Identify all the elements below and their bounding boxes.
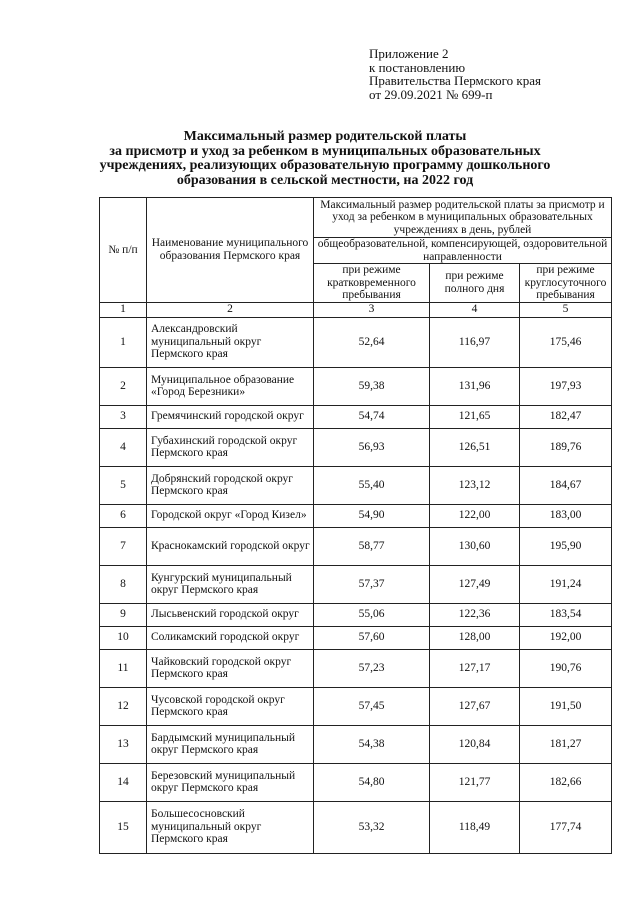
- table-row: [100, 763, 612, 801]
- fee-full-day: 126,51: [430, 428, 520, 466]
- header-group: Максимальный размер родительской платы за присмотр и уход за ребенком в муниципальных образовательных учреждениях в день, рублей: [314, 198, 612, 238]
- municipality-name: Большесосновский муниципальный округ Пермского края: [147, 801, 314, 853]
- fee-table: [99, 197, 612, 854]
- table-row: [100, 725, 612, 763]
- fee-short-stay: 54,80: [314, 763, 430, 801]
- fee-short-stay: 58,77: [314, 527, 430, 565]
- row-number: 12: [100, 687, 147, 725]
- row-number: 11: [100, 649, 147, 687]
- table-row: [100, 603, 612, 626]
- fee-short-stay: 53,32: [314, 801, 430, 853]
- table-row: [100, 466, 612, 504]
- appendix-block: [369, 47, 629, 101]
- municipality-name: Гремячинский городской округ: [147, 405, 314, 428]
- fee-round-the-clock: 191,50: [520, 687, 612, 725]
- row-number: 2: [100, 367, 147, 405]
- row-number: 14: [100, 763, 147, 801]
- row-number: 3: [100, 405, 147, 428]
- fee-round-the-clock: 184,67: [520, 466, 612, 504]
- table-row: [100, 405, 612, 428]
- fee-round-the-clock: 191,24: [520, 565, 612, 603]
- row-number: 5: [100, 466, 147, 504]
- fee-round-the-clock: 175,46: [520, 317, 612, 367]
- appendix-line: от 29.09.2021 № 699-п: [369, 86, 493, 102]
- table-row: [100, 565, 612, 603]
- municipality-name: Губахинский городской округ Пермского края: [147, 428, 314, 466]
- fee-full-day: 127,49: [430, 565, 520, 603]
- index-cell: 2: [147, 302, 314, 317]
- fee-short-stay: 54,38: [314, 725, 430, 763]
- row-number: 9: [100, 603, 147, 626]
- table-row: [100, 687, 612, 725]
- header-col4: при режиме полного дня: [430, 264, 520, 303]
- document-title: [60, 130, 590, 188]
- header-num: № п/п: [100, 198, 147, 303]
- fee-round-the-clock: 190,76: [520, 649, 612, 687]
- header-col3: при режиме кратковременного пребывания: [314, 264, 430, 303]
- fee-short-stay: 54,90: [314, 504, 430, 527]
- fee-full-day: 127,67: [430, 687, 520, 725]
- municipality-name: Чусовской городской округ Пермского края: [147, 687, 314, 725]
- fee-full-day: 122,00: [430, 504, 520, 527]
- fee-round-the-clock: 192,00: [520, 626, 612, 649]
- row-number: 15: [100, 801, 147, 853]
- row-number: 13: [100, 725, 147, 763]
- table-row: [100, 527, 612, 565]
- municipality-name: Лысьвенский городской округ: [147, 603, 314, 626]
- fee-full-day: 120,84: [430, 725, 520, 763]
- index-cell: 3: [314, 302, 430, 317]
- fee-short-stay: 59,38: [314, 367, 430, 405]
- fee-round-the-clock: 197,93: [520, 367, 612, 405]
- header-col5: при режиме круглосуточного пребывания: [520, 264, 612, 303]
- table-row: [100, 367, 612, 405]
- fee-short-stay: 55,40: [314, 466, 430, 504]
- appendix-line: Приложение 2: [369, 46, 449, 61]
- fee-short-stay: 57,23: [314, 649, 430, 687]
- municipality-name: Александровский муниципальный округ Пермского края: [147, 317, 314, 367]
- fee-round-the-clock: 195,90: [520, 527, 612, 565]
- row-number: 10: [100, 626, 147, 649]
- fee-round-the-clock: 183,00: [520, 504, 612, 527]
- row-number: 7: [100, 527, 147, 565]
- municipality-name: Добрянский городской округ Пермского края: [147, 466, 314, 504]
- fee-full-day: 122,36: [430, 603, 520, 626]
- index-cell: 4: [430, 302, 520, 317]
- municipality-name: Кунгурский муниципальный округ Пермского края: [147, 565, 314, 603]
- fee-full-day: 127,17: [430, 649, 520, 687]
- fee-round-the-clock: 183,54: [520, 603, 612, 626]
- row-number: 6: [100, 504, 147, 527]
- row-number: 1: [100, 317, 147, 367]
- appendix-line: Правительства Пермского края: [369, 73, 541, 88]
- municipality-name: Чайковский городской округ Пермского края: [147, 649, 314, 687]
- index-cell: 5: [520, 302, 612, 317]
- municipality-name: Березовский муниципальный округ Пермского края: [147, 763, 314, 801]
- municipality-name: Городской округ «Город Кизел»: [147, 504, 314, 527]
- municipality-name: Соликамский городской округ: [147, 626, 314, 649]
- table-row: [100, 649, 612, 687]
- fee-full-day: 130,60: [430, 527, 520, 565]
- municipality-name: Краснокамский городской округ: [147, 527, 314, 565]
- title-line: Максимальный размер родительской платы: [183, 129, 467, 144]
- fee-round-the-clock: 181,27: [520, 725, 612, 763]
- index-cell: 1: [100, 302, 147, 317]
- fee-round-the-clock: 182,66: [520, 763, 612, 801]
- fee-round-the-clock: 189,76: [520, 428, 612, 466]
- table-row: [100, 428, 612, 466]
- fee-short-stay: 57,45: [314, 687, 430, 725]
- header-subgroup: общеобразовательной, компенсирующей, оздоровительной направленности: [314, 238, 612, 264]
- table-row: [100, 317, 612, 367]
- header-name: Наименование муниципального образования Пермского края: [147, 198, 314, 303]
- municipality-name: Бардымский муниципальный округ Пермского края: [147, 725, 314, 763]
- fee-short-stay: 54,74: [314, 405, 430, 428]
- title-line: образования в сельской местности, на 2022 год: [176, 172, 474, 188]
- fee-full-day: 116,97: [430, 317, 520, 367]
- appendix-line: к постановлению: [369, 59, 466, 75]
- fee-full-day: 118,49: [430, 801, 520, 853]
- fee-full-day: 131,96: [430, 367, 520, 405]
- fee-round-the-clock: 182,47: [520, 405, 612, 428]
- table-row: [100, 626, 612, 649]
- title-line: за присмотр и уход за ребенком в муниципальных образовательных: [109, 143, 541, 159]
- table-row: [100, 801, 612, 853]
- fee-short-stay: 52,64: [314, 317, 430, 367]
- row-number: 8: [100, 565, 147, 603]
- table-row: [100, 504, 612, 527]
- fee-short-stay: 55,06: [314, 603, 430, 626]
- row-number: 4: [100, 428, 147, 466]
- column-index-row: [100, 302, 612, 317]
- fee-short-stay: 56,93: [314, 428, 430, 466]
- fee-short-stay: 57,37: [314, 565, 430, 603]
- fee-full-day: 123,12: [430, 466, 520, 504]
- fee-round-the-clock: 177,74: [520, 801, 612, 853]
- fee-full-day: 121,65: [430, 405, 520, 428]
- fee-full-day: 128,00: [430, 626, 520, 649]
- municipality-name: Муниципальное образование «Город Березники»: [147, 367, 314, 405]
- title-line: учреждениях, реализующих образовательную программу дошкольного: [99, 158, 551, 173]
- fee-full-day: 121,77: [430, 763, 520, 801]
- fee-short-stay: 57,60: [314, 626, 430, 649]
